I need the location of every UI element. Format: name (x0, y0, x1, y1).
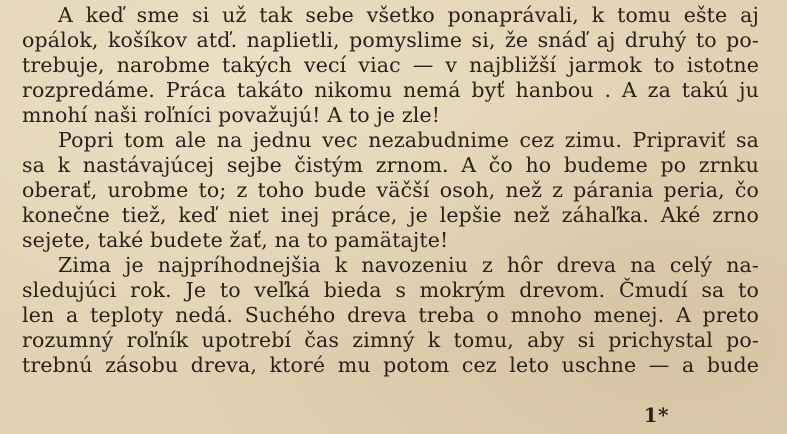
text-line: mnohí naši roľníci považujú! A to je zle! (22, 103, 441, 127)
text-line: konečne tiež, keď niet inej práce, je lepšie než záhaľka. Aké zrno (22, 203, 759, 227)
page-number: 1* (643, 403, 669, 427)
text-line: rozumný roľník upotrebí čas zimný k tomu, aby si prichystal po- (22, 328, 759, 352)
text-line: sledujúci rok. Je to veľká bieda s mokrým drevom. Čmudí sa to (22, 278, 759, 302)
text-line: trebuje, narobme takých vecí viac — v najbližší jarmok to istotne (22, 53, 759, 77)
paragraph-3 (22, 253, 759, 378)
text-line: opálok, košíkov atď. naplietli, pomyslime si, že snáď aj druhý to po- (22, 28, 759, 52)
text-line: A keď sme si už tak sebe všetko ponaprávali, k tomu ešte aj (58, 3, 759, 27)
text-line: sa k nastávajúcej sejbe čistým zrnom. A čo ho budeme po zrnku (22, 153, 759, 177)
text-line: Popri tom ale na jednu vec nezabudnime cez zimu. Pripraviť sa (58, 128, 759, 152)
text-line: sejete, také budete žať, na to pamätajte! (22, 228, 449, 252)
text-line: oberať, urobme to; z toho bude väčší osoh, než z párania peria, čo (22, 178, 759, 202)
text-line: trebnú zásobu dreva, ktoré mu potom cez leto uschne — a bude (22, 353, 759, 377)
text-line: rozpredáme. Práca takáto nikomu nemá byť hanbou . A za takú ju (22, 78, 759, 102)
paragraph-1 (22, 3, 759, 128)
paragraph-2 (22, 128, 759, 253)
text-line: len a teploty nedá. Suchého dreva treba o mnoho menej. A preto (22, 303, 759, 327)
text-line: Zima je najpríhodnejšia k navozeniu z hôr dreva na celý na- (58, 253, 759, 277)
